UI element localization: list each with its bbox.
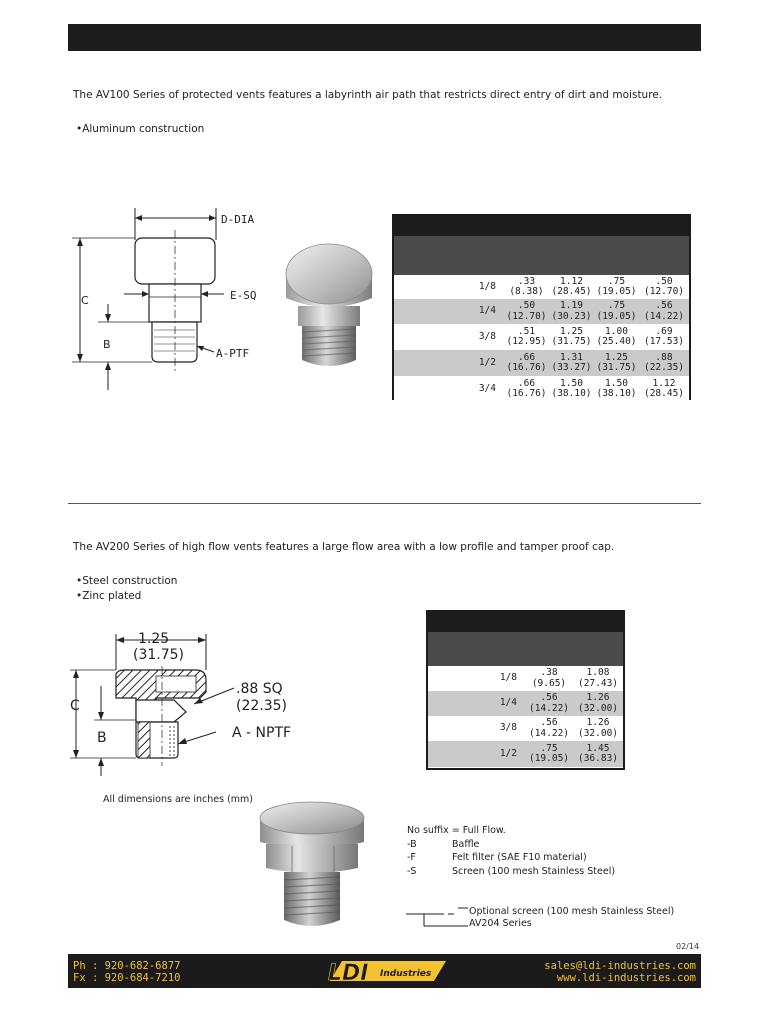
cell-c: 1.26 (32.00) [573, 691, 623, 716]
cell-c: 1.26 (32.00) [573, 716, 623, 741]
cell-c: 1.19 (30.23) [549, 299, 594, 324]
cell-b: .33 (8.38) [504, 275, 549, 299]
av100-bullet-list [76, 123, 204, 135]
part-number-brackets [404, 904, 474, 930]
footer-web [544, 960, 696, 984]
suffix-row: -F Felt filter (SAE F10 material) [407, 852, 587, 863]
email-link[interactable]: sales@ldi-industries.com [544, 960, 696, 972]
av200-dimension-drawing [66, 626, 316, 782]
cell-b: .50 (12.70) [504, 299, 549, 324]
bullet-text: Aluminum construction [82, 123, 205, 135]
av200-bullet-2 [76, 590, 141, 602]
suffix-row: No suffix = Full Flow. [407, 825, 506, 836]
a-ptf-label: A-PTF [216, 347, 250, 360]
cell-c: 1.25 (31.75) [549, 324, 594, 350]
logo-letters: LDI [328, 961, 369, 985]
bullet-text: Steel construction [82, 575, 178, 587]
series-note: AV204 Series [469, 918, 532, 929]
table-row [394, 324, 689, 350]
suffix-row: -S Screen (100 mesh Stainless Steel) [407, 865, 616, 877]
av200-bullet-1 [76, 575, 177, 587]
table-header-columns [428, 632, 623, 666]
cell-e: .88 (22.35) [639, 350, 689, 376]
footer-bar [68, 954, 701, 988]
cell-b: .75 (19.05) [525, 741, 573, 767]
footer-contact [73, 960, 180, 984]
cell-c: 1.08 (27.43) [573, 666, 623, 691]
section-divider [68, 503, 701, 504]
e-sq-label: E-SQ [230, 289, 257, 302]
b-label: B [97, 730, 107, 746]
cell-b: .66 (16.76) [504, 350, 549, 376]
bullet-dot: • [76, 575, 83, 587]
ldi-logo [322, 957, 452, 985]
cell-size: 1/4 [394, 299, 504, 324]
suffix-row: -B Baffle [407, 838, 480, 850]
cell-size: 1/2 [428, 741, 525, 767]
cell-size: 3/8 [428, 716, 525, 741]
cell-d: .75 (19.05) [594, 275, 639, 299]
av100-dimension-drawing [66, 200, 266, 400]
cell-d: 1.00 (25.40) [594, 324, 639, 350]
cell-size: 1/8 [428, 666, 525, 691]
av100-product-photo [272, 236, 386, 372]
av100-table-body [394, 275, 689, 402]
cell-d: .75 (19.05) [594, 299, 639, 324]
fax-text: Fx : 920-684-7210 [73, 972, 181, 984]
cell-size: 1/2 [394, 350, 504, 376]
cell-size: 3/4 [394, 376, 504, 402]
bullet-text: Zinc plated [82, 590, 142, 602]
phone-text: Ph : 920-682-6877 [73, 960, 181, 972]
a-nptf-label: A - NPTF [232, 725, 292, 741]
av100-spec-table [392, 214, 691, 400]
table-row [394, 275, 689, 299]
table-row [428, 666, 623, 691]
sq-label: .88 SQ [236, 681, 283, 697]
cell-e: .56 (14.22) [639, 299, 689, 324]
cell-size: 1/4 [428, 691, 525, 716]
sq-mm-label: (22.35) [236, 698, 288, 714]
av200-intro: The AV200 Series of high flow vents features a large flow area with a low profile and tamper proof cap. [73, 541, 615, 553]
cell-c: 1.12 (28.45) [549, 275, 594, 299]
c-label: C [81, 294, 89, 307]
av200-spec-table [426, 610, 625, 770]
table-row [394, 350, 689, 376]
table-header-top [428, 612, 623, 632]
cell-e: .50 (12.70) [639, 275, 689, 299]
cell-e: .69 (17.53) [639, 324, 689, 350]
cell-b: .66 (16.76) [504, 376, 549, 402]
optional-screen-note: Optional screen (100 mesh Stainless Steel) [469, 906, 675, 917]
cell-c: 1.45 (36.83) [573, 741, 623, 767]
width-in-label: 1.25 [138, 631, 170, 647]
website-link[interactable]: www.ldi-industries.com [556, 972, 696, 984]
header-bar [68, 24, 701, 51]
av100-intro: The AV100 Series of protected vents features a labyrinth air path that restricts direct entry of dirt and moisture. [73, 89, 663, 101]
width-mm-label: (31.75) [133, 647, 185, 663]
table-row [394, 376, 689, 402]
b-label: B [103, 338, 111, 351]
cell-b: .38 (9.65) [525, 666, 573, 691]
cell-e: 1.12 (28.45) [639, 376, 689, 402]
c-label: C [70, 698, 80, 714]
d-dia-label: D-DIA [221, 213, 255, 226]
dimensions-note: All dimensions are inches (mm) [103, 794, 254, 805]
table-row [428, 741, 623, 767]
cell-d: 1.50 (38.10) [594, 376, 639, 402]
av200-product-photo [252, 796, 372, 936]
suffix-legend [407, 824, 615, 878]
cell-b: .56 (14.22) [525, 716, 573, 741]
date-code: 02/14 [676, 942, 700, 951]
table-row [428, 716, 623, 741]
cell-size: 3/8 [394, 324, 504, 350]
table-row [394, 299, 689, 324]
cell-b: .51 (12.95) [504, 324, 549, 350]
logo-sub: Industries [380, 969, 432, 979]
cell-b: .56 (14.22) [525, 691, 573, 716]
cell-size: 1/8 [394, 275, 504, 299]
table-header-top [394, 216, 689, 236]
av200-table-body [428, 666, 623, 767]
cell-c: 1.50 (38.10) [549, 376, 594, 402]
table-row [428, 691, 623, 716]
cell-c: 1.31 (33.27) [549, 350, 594, 376]
cell-d: 1.25 (31.75) [594, 350, 639, 376]
bullet-dot: • [76, 123, 83, 135]
bullet-dot: • [76, 590, 83, 602]
table-header-columns [394, 236, 689, 275]
